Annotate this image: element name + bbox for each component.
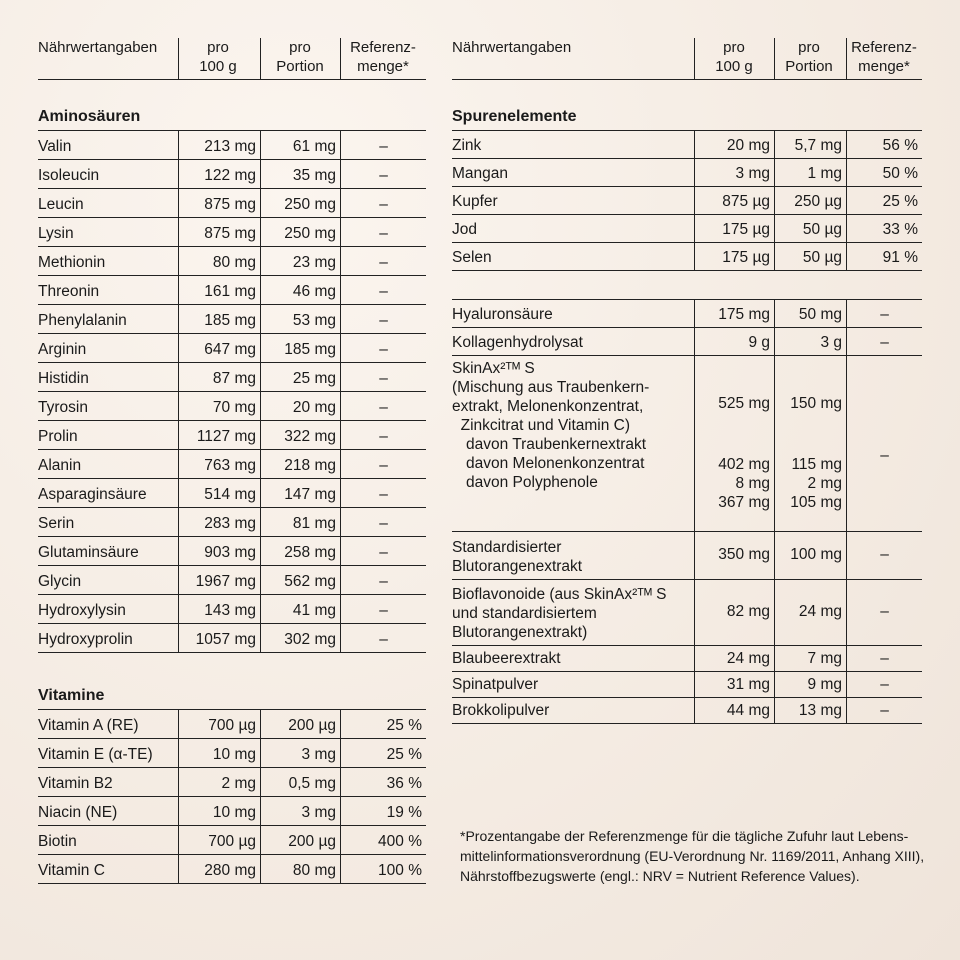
value-per-100g: 175 µg bbox=[694, 215, 774, 242]
header-reference: Referenz- menge* bbox=[851, 39, 917, 75]
value-per-portion bbox=[774, 532, 846, 579]
value: 525 mg bbox=[718, 395, 770, 412]
value-per-portion: 562 mg bbox=[260, 566, 340, 594]
reference-value: 400 % bbox=[340, 826, 426, 854]
footnote-line: *Prozentangabe der Referenzmenge für die tägliche Zufuhr laut Lebens- bbox=[460, 828, 909, 844]
sub-value: 2 mg bbox=[807, 475, 842, 492]
name-line: (Mischung aus Traubenkern- bbox=[452, 379, 650, 396]
value-per-100g: 44 mg bbox=[694, 698, 774, 723]
value-per-100g: 122 mg bbox=[178, 160, 260, 188]
table-row bbox=[38, 247, 426, 276]
reference-value: – bbox=[340, 392, 426, 420]
nutrient-name: Threonin bbox=[38, 283, 100, 300]
value-per-100g: 514 mg bbox=[178, 479, 260, 507]
table-row bbox=[38, 797, 426, 826]
value-per-100g: 10 mg bbox=[178, 739, 260, 767]
table-row bbox=[38, 189, 426, 218]
table-row bbox=[38, 508, 426, 537]
amino-acid-rows bbox=[38, 131, 426, 653]
value-per-portion: 3 g bbox=[774, 328, 846, 355]
value-per-100g: 20 mg bbox=[694, 131, 774, 158]
nutrient-name: Brokkolipulver bbox=[452, 702, 550, 719]
value-per-portion: 0,5 mg bbox=[260, 768, 340, 796]
reference-value: – bbox=[846, 300, 922, 327]
nutrient-name: Prolin bbox=[38, 428, 78, 445]
left-nutrition-table bbox=[38, 0, 426, 884]
table-row bbox=[38, 276, 426, 305]
value-per-100g bbox=[694, 580, 774, 645]
table-row bbox=[452, 159, 922, 187]
reference-value: – bbox=[340, 305, 426, 333]
table-row bbox=[38, 826, 426, 855]
table-row bbox=[452, 532, 922, 580]
header-per-portion: pro Portion bbox=[276, 39, 324, 75]
value-per-portion: 250 mg bbox=[260, 189, 340, 217]
value-per-portion: 322 mg bbox=[260, 421, 340, 449]
reference-value: 33 % bbox=[846, 215, 922, 242]
table-row bbox=[452, 646, 922, 672]
nutrient-name: Valin bbox=[38, 138, 72, 155]
nutrient-name: Arginin bbox=[38, 341, 87, 358]
nutrient-name: Lysin bbox=[38, 225, 74, 242]
value-per-100g: 175 mg bbox=[694, 300, 774, 327]
value-per-portion: 41 mg bbox=[260, 595, 340, 623]
reference-value: – bbox=[340, 131, 426, 159]
name-line: Standardisierter bbox=[452, 539, 562, 556]
value-per-portion: 1 mg bbox=[774, 159, 846, 186]
header-reference: Referenz- menge* bbox=[350, 39, 416, 75]
header-per-100g: pro 100 g bbox=[715, 39, 753, 75]
sub-value: 367 mg bbox=[718, 494, 770, 511]
name-line: SkinAx²ᵀᴹ S bbox=[452, 360, 535, 377]
value-per-100g: 2 mg bbox=[178, 768, 260, 796]
reference-value: 25 % bbox=[340, 710, 426, 738]
nutrient-name: Biotin bbox=[38, 833, 77, 850]
nutrient-name: Leucin bbox=[38, 196, 84, 213]
table-row bbox=[38, 392, 426, 421]
value: 82 mg bbox=[726, 602, 770, 620]
reference-value: – bbox=[340, 566, 426, 594]
table-row bbox=[38, 131, 426, 160]
reference-value: – bbox=[340, 479, 426, 507]
table-row bbox=[38, 855, 426, 884]
nutrient-name bbox=[452, 580, 694, 645]
value-per-100g: 185 mg bbox=[178, 305, 260, 333]
nutrient-name: Vitamin C bbox=[38, 862, 105, 879]
value-per-100g: 700 µg bbox=[178, 826, 260, 854]
value-per-portion: 80 mg bbox=[260, 855, 340, 883]
table-row bbox=[38, 710, 426, 739]
reference-value: – bbox=[340, 189, 426, 217]
value-per-100g: 70 mg bbox=[178, 392, 260, 420]
value-per-portion: 258 mg bbox=[260, 537, 340, 565]
value-per-100g: 24 mg bbox=[694, 646, 774, 671]
value-per-100g: 280 mg bbox=[178, 855, 260, 883]
reference-value: – bbox=[340, 508, 426, 536]
left-table-header bbox=[38, 0, 426, 80]
nutrient-name: Kollagenhydrolysat bbox=[452, 334, 583, 351]
blood-orange-row bbox=[452, 532, 922, 580]
reference-value: – bbox=[340, 334, 426, 362]
sub-value: 115 mg bbox=[791, 456, 842, 473]
nutrient-name: Jod bbox=[452, 221, 477, 238]
value-per-100g: 175 µg bbox=[694, 243, 774, 270]
header-nutrients-label: Nährwertangaben bbox=[452, 39, 572, 56]
table-row bbox=[38, 624, 426, 653]
table-row bbox=[452, 300, 922, 328]
reference-value: 56 % bbox=[846, 131, 922, 158]
table-row bbox=[38, 421, 426, 450]
name-line: extrakt, Melonenkonzentrat, bbox=[452, 398, 644, 415]
trace-element-rows bbox=[452, 131, 922, 271]
value-per-100g: 143 mg bbox=[178, 595, 260, 623]
value-per-portion: 185 mg bbox=[260, 334, 340, 362]
section-amino-acids: Aminosäuren bbox=[38, 104, 426, 131]
table-row bbox=[38, 768, 426, 797]
right-table-header bbox=[452, 0, 922, 80]
right-nutrition-table bbox=[452, 0, 922, 724]
value-per-portion: 250 µg bbox=[774, 187, 846, 214]
reference-value: – bbox=[340, 421, 426, 449]
footnote bbox=[460, 826, 940, 886]
value-per-100g: 283 mg bbox=[178, 508, 260, 536]
reference-value: 100 % bbox=[340, 855, 426, 883]
section-vitamins: Vitamine bbox=[38, 683, 426, 710]
value-per-portion: 200 µg bbox=[260, 710, 340, 738]
reference-value: – bbox=[846, 580, 922, 645]
reference-value: 19 % bbox=[340, 797, 426, 825]
value: 24 mg bbox=[798, 602, 842, 620]
reference-value: 91 % bbox=[846, 243, 922, 270]
value-per-100g: 875 mg bbox=[178, 218, 260, 246]
reference-value: – bbox=[846, 646, 922, 671]
value-per-100g: 3 mg bbox=[694, 159, 774, 186]
section-trace-elements: Spurenelemente bbox=[452, 104, 922, 131]
reference-value: – bbox=[846, 356, 922, 531]
value-per-100g bbox=[694, 356, 774, 531]
name-line: Blutorangenextrakt bbox=[452, 558, 583, 575]
skinax-row bbox=[452, 356, 922, 532]
table-row bbox=[38, 739, 426, 768]
name-line: Zinkcitrat und Vitamin C) bbox=[452, 417, 631, 434]
value-per-100g: 875 µg bbox=[694, 187, 774, 214]
value-per-portion bbox=[774, 356, 846, 531]
value-per-100g: 1057 mg bbox=[178, 624, 260, 652]
reference-value: – bbox=[846, 328, 922, 355]
table-row bbox=[452, 187, 922, 215]
reference-value: 25 % bbox=[340, 739, 426, 767]
value-per-portion: 218 mg bbox=[260, 450, 340, 478]
table-row bbox=[38, 450, 426, 479]
table-row bbox=[452, 215, 922, 243]
table-row bbox=[452, 698, 922, 724]
header-per-portion: pro Portion bbox=[785, 39, 833, 75]
nutrient-name bbox=[452, 532, 694, 579]
other-ingredient-rows bbox=[452, 300, 922, 356]
value-per-portion: 250 mg bbox=[260, 218, 340, 246]
nutrient-name: Hyaluronsäure bbox=[452, 306, 553, 323]
table-row bbox=[452, 672, 922, 698]
table-row bbox=[38, 334, 426, 363]
value-per-100g: 10 mg bbox=[178, 797, 260, 825]
header-nutrients-label: Nährwertangaben bbox=[38, 39, 158, 56]
value-per-portion: 7 mg bbox=[774, 646, 846, 671]
value-per-portion: 200 µg bbox=[260, 826, 340, 854]
reference-value: – bbox=[340, 363, 426, 391]
nutrient-name bbox=[452, 356, 694, 531]
reference-value: – bbox=[846, 698, 922, 723]
nutrient-name: Vitamin B2 bbox=[38, 775, 113, 792]
sub-name: davon Polyphenole bbox=[466, 474, 598, 491]
value-per-portion: 3 mg bbox=[260, 739, 340, 767]
value-per-portion: 81 mg bbox=[260, 508, 340, 536]
value-per-portion: 50 mg bbox=[774, 300, 846, 327]
name-line: und standardisiertem bbox=[452, 605, 597, 622]
name-line: Bioflavonoide (aus SkinAx²ᵀᴹ S bbox=[452, 586, 667, 603]
value-per-100g: 903 mg bbox=[178, 537, 260, 565]
value-per-portion: 9 mg bbox=[774, 672, 846, 697]
nutrient-name: Blaubeerextrakt bbox=[452, 650, 561, 667]
nutrient-name: Niacin (NE) bbox=[38, 804, 118, 821]
value-per-portion bbox=[774, 580, 846, 645]
nutrient-name: Hydroxyprolin bbox=[38, 631, 133, 648]
value-per-portion: 50 µg bbox=[774, 215, 846, 242]
nutrient-name: Histidin bbox=[38, 370, 89, 387]
nutrient-name: Alanin bbox=[38, 457, 82, 474]
nutrient-name: Vitamin E (α-TE) bbox=[38, 746, 153, 763]
nutrient-name: Tyrosin bbox=[38, 399, 88, 416]
nutrient-name: Kupfer bbox=[452, 193, 498, 210]
value-per-portion: 23 mg bbox=[260, 247, 340, 275]
header-per-100g: pro 100 g bbox=[199, 39, 237, 75]
table-row bbox=[452, 356, 922, 532]
nutrient-name: Zink bbox=[452, 137, 482, 154]
value-per-100g: 161 mg bbox=[178, 276, 260, 304]
value-per-100g: 763 mg bbox=[178, 450, 260, 478]
table-row bbox=[452, 328, 922, 356]
value-per-100g: 875 mg bbox=[178, 189, 260, 217]
value-per-portion: 3 mg bbox=[260, 797, 340, 825]
reference-value: – bbox=[340, 218, 426, 246]
table-row bbox=[38, 160, 426, 189]
nutrient-name: Spinatpulver bbox=[452, 676, 539, 693]
table-row bbox=[38, 363, 426, 392]
nutrient-name: Isoleucin bbox=[38, 167, 100, 184]
footnote-line: Nährstoffbezugswerte (engl.: NRV = Nutrient Reference Values). bbox=[460, 868, 860, 884]
value-per-100g: 213 mg bbox=[178, 131, 260, 159]
reference-value: – bbox=[340, 160, 426, 188]
value-per-100g: 1967 mg bbox=[178, 566, 260, 594]
sub-name: davon Traubenkernextrakt bbox=[466, 436, 647, 453]
sub-value: 105 mg bbox=[790, 494, 842, 511]
value: 150 mg bbox=[790, 395, 842, 412]
table-row bbox=[452, 580, 922, 646]
table-row bbox=[452, 131, 922, 159]
value-per-100g: 9 g bbox=[694, 328, 774, 355]
table-row bbox=[38, 305, 426, 334]
reference-value: – bbox=[340, 537, 426, 565]
value-per-100g: 1127 mg bbox=[178, 421, 260, 449]
nutrient-name: Asparaginsäure bbox=[38, 486, 147, 503]
table-row bbox=[38, 537, 426, 566]
value: 350 mg bbox=[718, 545, 770, 563]
value-per-portion: 46 mg bbox=[260, 276, 340, 304]
value-per-portion: 13 mg bbox=[774, 698, 846, 723]
reference-value: – bbox=[340, 450, 426, 478]
value: 100 mg bbox=[790, 545, 842, 563]
vitamin-rows bbox=[38, 710, 426, 884]
bioflavonoid-row bbox=[452, 580, 922, 646]
table-row bbox=[38, 566, 426, 595]
value-per-100g: 647 mg bbox=[178, 334, 260, 362]
nutrient-name: Serin bbox=[38, 515, 75, 532]
nutrient-name: Methionin bbox=[38, 254, 106, 271]
reference-value: – bbox=[846, 532, 922, 579]
table-row bbox=[38, 218, 426, 247]
reference-value: 25 % bbox=[846, 187, 922, 214]
value-per-portion: 50 µg bbox=[774, 243, 846, 270]
reference-value: 36 % bbox=[340, 768, 426, 796]
sub-value: 402 mg bbox=[718, 456, 770, 473]
value-per-portion: 302 mg bbox=[260, 624, 340, 652]
reference-value: – bbox=[846, 672, 922, 697]
reference-value: 50 % bbox=[846, 159, 922, 186]
table-row bbox=[452, 243, 922, 271]
value-per-portion: 5,7 mg bbox=[774, 131, 846, 158]
nutrient-name: Vitamin A (RE) bbox=[38, 717, 139, 734]
reference-value: – bbox=[340, 247, 426, 275]
value-per-100g bbox=[694, 532, 774, 579]
value-per-portion: 25 mg bbox=[260, 363, 340, 391]
plant-extract-rows bbox=[452, 646, 922, 724]
nutrient-name: Mangan bbox=[452, 165, 509, 182]
value-per-portion: 147 mg bbox=[260, 479, 340, 507]
nutrient-name: Glycin bbox=[38, 573, 82, 590]
nutrient-name: Phenylalanin bbox=[38, 312, 127, 329]
nutrient-name: Selen bbox=[452, 249, 492, 266]
table-row bbox=[38, 595, 426, 624]
reference-value: – bbox=[340, 624, 426, 652]
sub-value: 8 mg bbox=[735, 475, 770, 492]
nutrient-name: Glutaminsäure bbox=[38, 544, 139, 561]
value-per-100g: 700 µg bbox=[178, 710, 260, 738]
value-per-100g: 31 mg bbox=[694, 672, 774, 697]
value-per-portion: 20 mg bbox=[260, 392, 340, 420]
name-line: Blutorangenextrakt) bbox=[452, 624, 588, 641]
value-per-portion: 61 mg bbox=[260, 131, 340, 159]
nutrient-name: Hydroxylysin bbox=[38, 602, 126, 619]
footnote-line: mittelinformationsverordnung (EU-Verordnung Nr. 1169/2011, Anhang XIII), bbox=[460, 848, 925, 864]
table-row bbox=[38, 479, 426, 508]
sub-name: davon Melonenkonzentrat bbox=[466, 455, 645, 472]
value-per-100g: 87 mg bbox=[178, 363, 260, 391]
reference-value: – bbox=[340, 595, 426, 623]
value-per-portion: 35 mg bbox=[260, 160, 340, 188]
reference-value: – bbox=[340, 276, 426, 304]
value-per-portion: 53 mg bbox=[260, 305, 340, 333]
value-per-100g: 80 mg bbox=[178, 247, 260, 275]
